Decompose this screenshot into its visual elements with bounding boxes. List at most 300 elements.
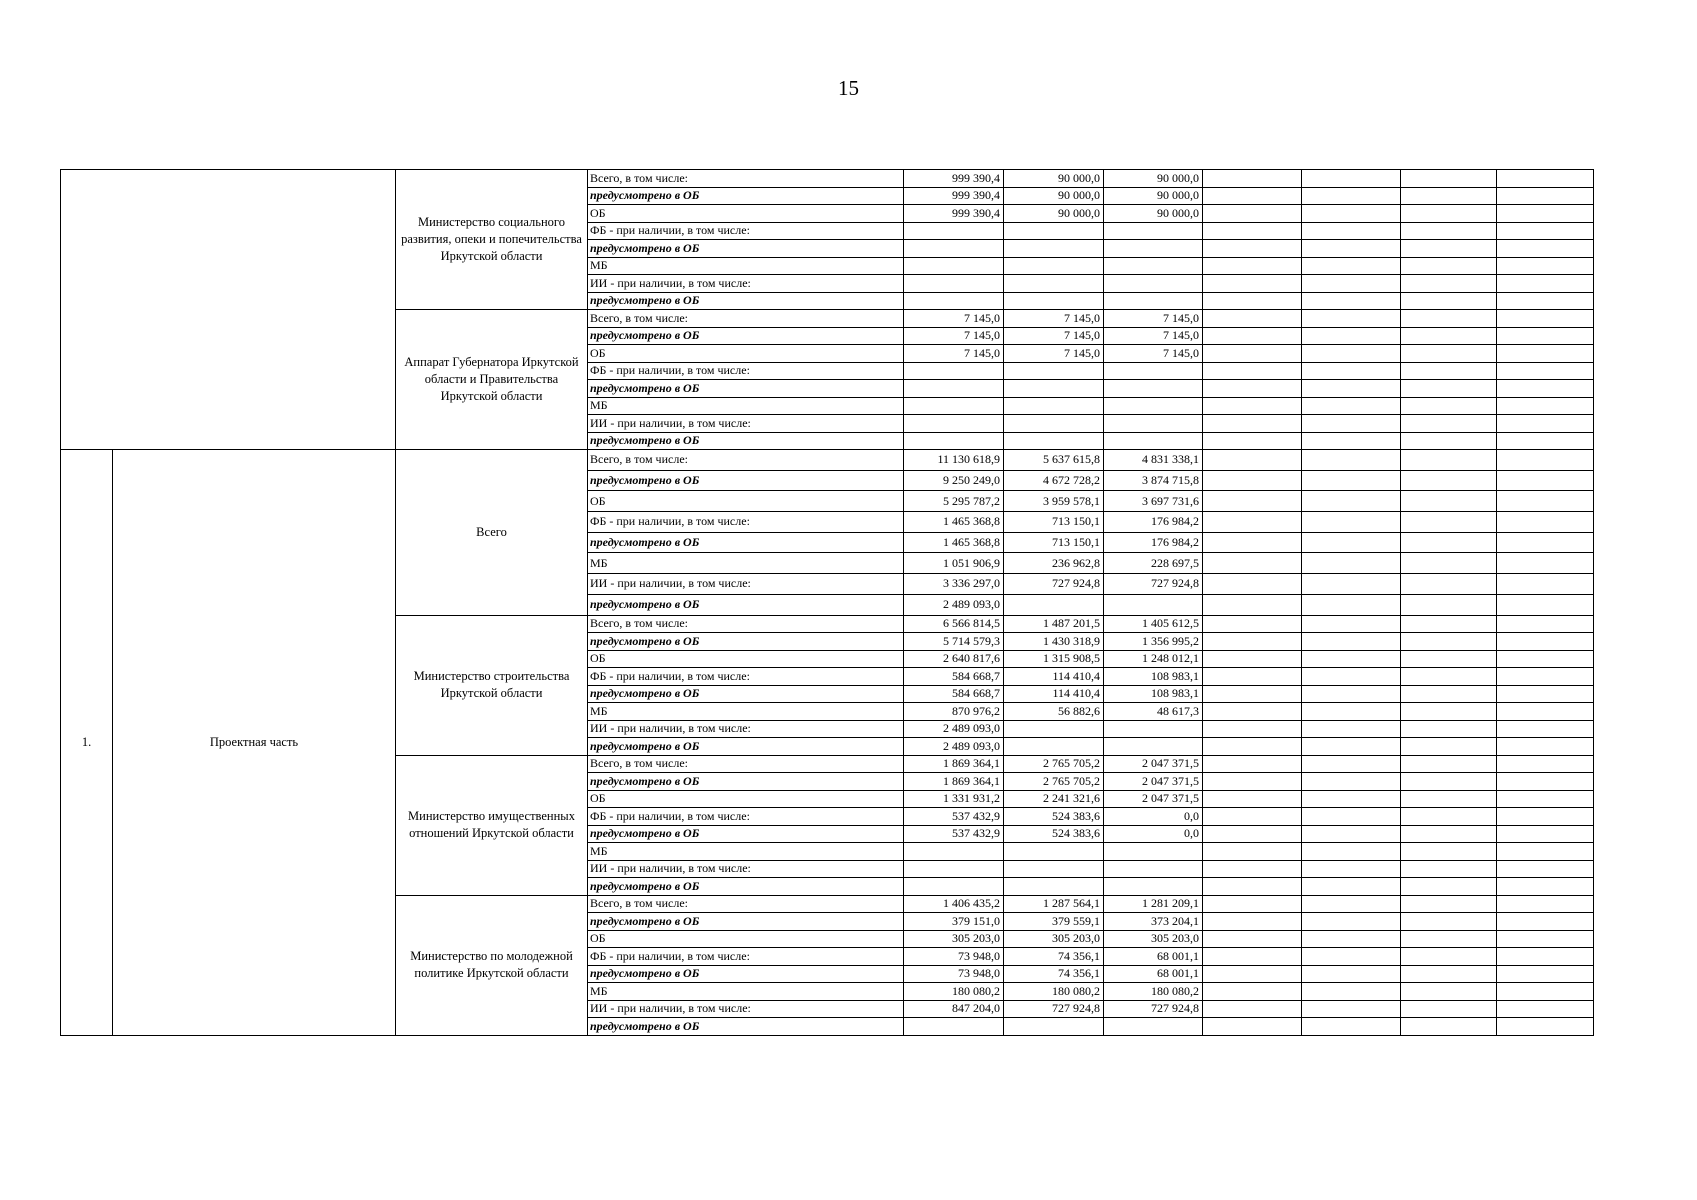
empty-cell bbox=[1302, 362, 1401, 380]
organization-name: Аппарат Губернатора Иркутской области и Правительства Иркутской области bbox=[396, 310, 588, 450]
amount-year-2: 74 356,1 bbox=[1004, 948, 1104, 966]
empty-cell bbox=[1401, 345, 1497, 363]
empty-cell bbox=[1497, 512, 1594, 533]
amount-year-2: 727 924,8 bbox=[1004, 1000, 1104, 1018]
empty-cell bbox=[1203, 240, 1302, 258]
funding-source-label: ОБ bbox=[588, 790, 904, 808]
amount-year-3: 727 924,8 bbox=[1104, 1000, 1203, 1018]
funding-source-label: предусмотрено в ОБ bbox=[588, 825, 904, 843]
amount-year-1: 847 204,0 bbox=[904, 1000, 1004, 1018]
empty-cell bbox=[1302, 327, 1401, 345]
empty-cell bbox=[1401, 948, 1497, 966]
funding-source-label: ФБ - при наличии, в том числе: bbox=[588, 512, 904, 533]
empty-cell bbox=[1302, 1018, 1401, 1036]
funding-source-label: предусмотрено в ОБ bbox=[588, 913, 904, 931]
empty-cell bbox=[1302, 615, 1401, 633]
amount-year-3: 0,0 bbox=[1104, 825, 1203, 843]
amount-year-2: 114 410,4 bbox=[1004, 685, 1104, 703]
empty-cell bbox=[1401, 983, 1497, 1001]
amount-year-3 bbox=[1104, 275, 1203, 293]
amount-year-3: 1 405 612,5 bbox=[1104, 615, 1203, 633]
funding-source-label: предусмотрено в ОБ bbox=[588, 432, 904, 450]
empty-cell bbox=[1497, 650, 1594, 668]
amount-year-1: 870 976,2 bbox=[904, 703, 1004, 721]
empty-cell bbox=[1203, 553, 1302, 574]
funding-source-label: Всего, в том числе: bbox=[588, 170, 904, 188]
amount-year-3: 2 047 371,5 bbox=[1104, 773, 1203, 791]
amount-year-3 bbox=[1104, 1018, 1203, 1036]
empty-cell bbox=[1497, 930, 1594, 948]
amount-year-1 bbox=[904, 292, 1004, 310]
amount-year-2 bbox=[1004, 878, 1104, 896]
funding-source-label: предусмотрено в ОБ bbox=[588, 187, 904, 205]
empty-cell bbox=[1401, 257, 1497, 275]
empty-cell bbox=[1302, 553, 1401, 574]
amount-year-3 bbox=[1104, 240, 1203, 258]
empty-cell bbox=[1203, 668, 1302, 686]
empty-cell bbox=[1203, 825, 1302, 843]
empty-cell bbox=[1203, 703, 1302, 721]
empty-cell bbox=[1401, 380, 1497, 398]
empty-cell bbox=[1497, 738, 1594, 756]
funding-source-label: ФБ - при наличии, в том числе: bbox=[588, 808, 904, 826]
amount-year-2: 379 559,1 bbox=[1004, 913, 1104, 931]
empty-cell bbox=[1497, 450, 1594, 471]
amount-year-1 bbox=[904, 222, 1004, 240]
funding-source-label: ИИ - при наличии, в том числе: bbox=[588, 415, 904, 433]
empty-cell bbox=[1497, 222, 1594, 240]
empty-cell bbox=[1203, 895, 1302, 913]
empty-cell bbox=[1401, 633, 1497, 651]
amount-year-2: 90 000,0 bbox=[1004, 187, 1104, 205]
empty-cell bbox=[1401, 773, 1497, 791]
empty-cell bbox=[1497, 345, 1594, 363]
amount-year-3: 228 697,5 bbox=[1104, 553, 1203, 574]
amount-year-2: 180 080,2 bbox=[1004, 983, 1104, 1001]
empty-cell bbox=[1497, 615, 1594, 633]
amount-year-1 bbox=[904, 1018, 1004, 1036]
amount-year-2 bbox=[1004, 292, 1104, 310]
empty-cell bbox=[1203, 292, 1302, 310]
amount-year-1 bbox=[904, 362, 1004, 380]
empty-cell bbox=[1401, 720, 1497, 738]
empty-cell bbox=[1203, 633, 1302, 651]
empty-cell bbox=[1497, 1000, 1594, 1018]
amount-year-3 bbox=[1104, 860, 1203, 878]
amount-year-3: 7 145,0 bbox=[1104, 345, 1203, 363]
empty-cell bbox=[1401, 913, 1497, 931]
empty-cell bbox=[1302, 292, 1401, 310]
empty-cell bbox=[1497, 594, 1594, 615]
empty-cell bbox=[1302, 790, 1401, 808]
budget-table-body bbox=[61, 170, 1594, 1036]
empty-cell bbox=[1203, 327, 1302, 345]
amount-year-3 bbox=[1104, 292, 1203, 310]
funding-source-label: ОБ bbox=[588, 650, 904, 668]
organization-name: Министерство социального развития, опеки и попечительства Иркутской области bbox=[396, 170, 588, 310]
empty-cell bbox=[1497, 310, 1594, 328]
empty-cell bbox=[1302, 825, 1401, 843]
amount-year-1: 73 948,0 bbox=[904, 965, 1004, 983]
empty-cell bbox=[1203, 930, 1302, 948]
amount-year-3: 48 617,3 bbox=[1104, 703, 1203, 721]
empty-cell bbox=[1401, 703, 1497, 721]
funding-source-label: предусмотрено в ОБ bbox=[588, 1018, 904, 1036]
empty-cell bbox=[1302, 257, 1401, 275]
amount-year-2 bbox=[1004, 222, 1104, 240]
empty-cell bbox=[1302, 983, 1401, 1001]
empty-cell bbox=[1302, 345, 1401, 363]
empty-cell bbox=[1497, 257, 1594, 275]
empty-cell bbox=[1401, 512, 1497, 533]
amount-year-1: 305 203,0 bbox=[904, 930, 1004, 948]
amount-year-2: 74 356,1 bbox=[1004, 965, 1104, 983]
empty-cell bbox=[1302, 205, 1401, 223]
empty-cell bbox=[1203, 491, 1302, 512]
amount-year-3: 1 281 209,1 bbox=[1104, 895, 1203, 913]
funding-source-label: ИИ - при наличии, в том числе: bbox=[588, 860, 904, 878]
amount-year-2: 7 145,0 bbox=[1004, 327, 1104, 345]
empty-cell bbox=[1497, 275, 1594, 293]
amount-year-1: 1 331 931,2 bbox=[904, 790, 1004, 808]
empty-cell bbox=[1401, 432, 1497, 450]
empty-cell bbox=[1203, 983, 1302, 1001]
amount-year-3 bbox=[1104, 878, 1203, 896]
funding-source-label: предусмотрено в ОБ bbox=[588, 633, 904, 651]
amount-year-1: 9 250 249,0 bbox=[904, 470, 1004, 491]
empty-cell bbox=[1302, 965, 1401, 983]
amount-year-3: 180 080,2 bbox=[1104, 983, 1203, 1001]
section-title: Проектная часть bbox=[113, 450, 396, 1036]
amount-year-2: 1 287 564,1 bbox=[1004, 895, 1104, 913]
empty-cell bbox=[1401, 397, 1497, 415]
empty-cell bbox=[1203, 790, 1302, 808]
empty-cell bbox=[1302, 895, 1401, 913]
empty-cell bbox=[1497, 397, 1594, 415]
empty-cell bbox=[1401, 755, 1497, 773]
empty-cell bbox=[1302, 930, 1401, 948]
amount-year-3 bbox=[1104, 432, 1203, 450]
funding-source-label: предусмотрено в ОБ bbox=[588, 594, 904, 615]
amount-year-2 bbox=[1004, 257, 1104, 275]
empty-cell bbox=[1302, 633, 1401, 651]
empty-cell bbox=[1401, 930, 1497, 948]
amount-year-3: 176 984,2 bbox=[1104, 532, 1203, 553]
empty-cell bbox=[1203, 685, 1302, 703]
amount-year-2: 2 765 705,2 bbox=[1004, 773, 1104, 791]
empty-cell bbox=[1497, 292, 1594, 310]
page-number: 15 bbox=[838, 76, 859, 100]
empty-cell bbox=[1497, 491, 1594, 512]
funding-source-label: Всего, в том числе: bbox=[588, 615, 904, 633]
funding-source-label: МБ bbox=[588, 843, 904, 861]
funding-source-label: предусмотрено в ОБ bbox=[588, 773, 904, 791]
empty-cell bbox=[1302, 1000, 1401, 1018]
organization-name: Министерство по молодежной политике Иркутской области bbox=[396, 895, 588, 1035]
amount-year-1: 2 640 817,6 bbox=[904, 650, 1004, 668]
empty-cell bbox=[1302, 470, 1401, 491]
amount-year-1: 1 869 364,1 bbox=[904, 755, 1004, 773]
empty-header-cell bbox=[61, 170, 396, 450]
amount-year-2: 305 203,0 bbox=[1004, 930, 1104, 948]
amount-year-2: 1 430 318,9 bbox=[1004, 633, 1104, 651]
amount-year-1: 5 714 579,3 bbox=[904, 633, 1004, 651]
empty-cell bbox=[1497, 790, 1594, 808]
empty-cell bbox=[1497, 633, 1594, 651]
empty-cell bbox=[1497, 415, 1594, 433]
amount-year-2 bbox=[1004, 415, 1104, 433]
empty-cell bbox=[1302, 170, 1401, 188]
empty-cell bbox=[1203, 615, 1302, 633]
amount-year-2: 524 383,6 bbox=[1004, 808, 1104, 826]
empty-cell bbox=[1401, 292, 1497, 310]
empty-cell bbox=[1401, 275, 1497, 293]
amount-year-1: 537 432,9 bbox=[904, 808, 1004, 826]
amount-year-1 bbox=[904, 432, 1004, 450]
amount-year-2 bbox=[1004, 397, 1104, 415]
empty-cell bbox=[1497, 808, 1594, 826]
amount-year-3: 1 356 995,2 bbox=[1104, 633, 1203, 651]
empty-cell bbox=[1401, 650, 1497, 668]
amount-year-3 bbox=[1104, 720, 1203, 738]
funding-source-label: ОБ bbox=[588, 345, 904, 363]
empty-cell bbox=[1401, 808, 1497, 826]
empty-cell bbox=[1203, 450, 1302, 471]
empty-cell bbox=[1401, 685, 1497, 703]
amount-year-1 bbox=[904, 275, 1004, 293]
funding-source-label: предусмотрено в ОБ bbox=[588, 470, 904, 491]
empty-cell bbox=[1203, 808, 1302, 826]
amount-year-1 bbox=[904, 257, 1004, 275]
empty-cell bbox=[1401, 470, 1497, 491]
funding-source-label: предусмотрено в ОБ bbox=[588, 380, 904, 398]
amount-year-3: 90 000,0 bbox=[1104, 170, 1203, 188]
amount-year-1 bbox=[904, 397, 1004, 415]
empty-cell bbox=[1401, 1018, 1497, 1036]
empty-cell bbox=[1401, 310, 1497, 328]
funding-source-label: предусмотрено в ОБ bbox=[588, 965, 904, 983]
empty-cell bbox=[1203, 574, 1302, 595]
amount-year-2: 1 487 201,5 bbox=[1004, 615, 1104, 633]
empty-cell bbox=[1401, 843, 1497, 861]
empty-cell bbox=[1203, 594, 1302, 615]
empty-cell bbox=[1302, 650, 1401, 668]
section-number: 1. bbox=[61, 450, 113, 1036]
empty-cell bbox=[1302, 491, 1401, 512]
empty-cell bbox=[1203, 773, 1302, 791]
amount-year-2 bbox=[1004, 432, 1104, 450]
empty-cell bbox=[1401, 594, 1497, 615]
empty-cell bbox=[1302, 878, 1401, 896]
funding-source-label: ФБ - при наличии, в том числе: bbox=[588, 222, 904, 240]
empty-cell bbox=[1203, 415, 1302, 433]
empty-cell bbox=[1401, 222, 1497, 240]
amount-year-2: 90 000,0 bbox=[1004, 170, 1104, 188]
amount-year-2: 2 765 705,2 bbox=[1004, 755, 1104, 773]
empty-cell bbox=[1401, 574, 1497, 595]
amount-year-3: 373 204,1 bbox=[1104, 913, 1203, 931]
empty-cell bbox=[1302, 415, 1401, 433]
empty-cell bbox=[1401, 738, 1497, 756]
empty-cell bbox=[1401, 415, 1497, 433]
amount-year-3: 176 984,2 bbox=[1104, 512, 1203, 533]
organization-name: Министерство строительства Иркутской области bbox=[396, 615, 588, 755]
amount-year-3: 727 924,8 bbox=[1104, 574, 1203, 595]
empty-cell bbox=[1203, 222, 1302, 240]
empty-cell bbox=[1203, 860, 1302, 878]
amount-year-3 bbox=[1104, 257, 1203, 275]
amount-year-1: 5 295 787,2 bbox=[904, 491, 1004, 512]
empty-cell bbox=[1203, 1000, 1302, 1018]
amount-year-1 bbox=[904, 380, 1004, 398]
amount-year-3 bbox=[1104, 738, 1203, 756]
amount-year-2: 114 410,4 bbox=[1004, 668, 1104, 686]
amount-year-3: 90 000,0 bbox=[1104, 205, 1203, 223]
empty-cell bbox=[1497, 327, 1594, 345]
funding-source-label: МБ bbox=[588, 983, 904, 1001]
funding-source-label: предусмотрено в ОБ bbox=[588, 327, 904, 345]
organization-name: Всего bbox=[396, 450, 588, 616]
amount-year-3: 68 001,1 bbox=[1104, 965, 1203, 983]
empty-cell bbox=[1302, 222, 1401, 240]
amount-year-1: 379 151,0 bbox=[904, 913, 1004, 931]
empty-cell bbox=[1203, 345, 1302, 363]
empty-cell bbox=[1302, 948, 1401, 966]
empty-cell bbox=[1203, 512, 1302, 533]
funding-source-label: МБ bbox=[588, 553, 904, 574]
amount-year-2: 90 000,0 bbox=[1004, 205, 1104, 223]
empty-cell bbox=[1302, 532, 1401, 553]
amount-year-1: 999 390,4 bbox=[904, 187, 1004, 205]
amount-year-3: 108 983,1 bbox=[1104, 668, 1203, 686]
empty-cell bbox=[1401, 615, 1497, 633]
funding-source-label: ФБ - при наличии, в том числе: bbox=[588, 948, 904, 966]
empty-cell bbox=[1497, 895, 1594, 913]
amount-year-1: 7 145,0 bbox=[904, 327, 1004, 345]
amount-year-1: 7 145,0 bbox=[904, 345, 1004, 363]
funding-source-label: ИИ - при наличии, в том числе: bbox=[588, 720, 904, 738]
amount-year-2 bbox=[1004, 843, 1104, 861]
amount-year-1: 1 051 906,9 bbox=[904, 553, 1004, 574]
amount-year-2: 7 145,0 bbox=[1004, 310, 1104, 328]
empty-cell bbox=[1497, 860, 1594, 878]
empty-cell bbox=[1401, 532, 1497, 553]
empty-cell bbox=[1497, 948, 1594, 966]
funding-source-label: Всего, в том числе: bbox=[588, 450, 904, 471]
table-row bbox=[61, 450, 1594, 471]
empty-cell bbox=[1302, 187, 1401, 205]
amount-year-1: 6 566 814,5 bbox=[904, 615, 1004, 633]
empty-cell bbox=[1203, 948, 1302, 966]
amount-year-2 bbox=[1004, 1018, 1104, 1036]
empty-cell bbox=[1497, 532, 1594, 553]
empty-cell bbox=[1302, 860, 1401, 878]
funding-source-label: ИИ - при наличии, в том числе: bbox=[588, 1000, 904, 1018]
funding-source-label: Всего, в том числе: bbox=[588, 310, 904, 328]
amount-year-3: 7 145,0 bbox=[1104, 327, 1203, 345]
empty-cell bbox=[1401, 895, 1497, 913]
amount-year-1: 73 948,0 bbox=[904, 948, 1004, 966]
empty-cell bbox=[1497, 553, 1594, 574]
empty-cell bbox=[1497, 720, 1594, 738]
empty-cell bbox=[1302, 397, 1401, 415]
empty-cell bbox=[1302, 755, 1401, 773]
amount-year-2 bbox=[1004, 275, 1104, 293]
empty-cell bbox=[1497, 362, 1594, 380]
empty-cell bbox=[1203, 720, 1302, 738]
amount-year-2 bbox=[1004, 594, 1104, 615]
empty-cell bbox=[1203, 380, 1302, 398]
empty-cell bbox=[1497, 685, 1594, 703]
empty-cell bbox=[1302, 275, 1401, 293]
funding-source-label: ФБ - при наличии, в том числе: bbox=[588, 362, 904, 380]
empty-cell bbox=[1302, 432, 1401, 450]
amount-year-1: 2 489 093,0 bbox=[904, 594, 1004, 615]
funding-source-label: Всего, в том числе: bbox=[588, 895, 904, 913]
empty-cell bbox=[1302, 913, 1401, 931]
amount-year-3 bbox=[1104, 380, 1203, 398]
funding-source-label: ФБ - при наличии, в том числе: bbox=[588, 668, 904, 686]
empty-cell bbox=[1203, 257, 1302, 275]
empty-cell bbox=[1497, 170, 1594, 188]
funding-source-label: МБ bbox=[588, 257, 904, 275]
amount-year-2: 236 962,8 bbox=[1004, 553, 1104, 574]
amount-year-1: 1 406 435,2 bbox=[904, 895, 1004, 913]
funding-source-label: ОБ bbox=[588, 491, 904, 512]
funding-source-label: ОБ bbox=[588, 205, 904, 223]
amount-year-3 bbox=[1104, 594, 1203, 615]
empty-cell bbox=[1203, 432, 1302, 450]
amount-year-1: 11 130 618,9 bbox=[904, 450, 1004, 471]
amount-year-2: 727 924,8 bbox=[1004, 574, 1104, 595]
amount-year-1: 2 489 093,0 bbox=[904, 738, 1004, 756]
empty-cell bbox=[1302, 512, 1401, 533]
amount-year-3: 7 145,0 bbox=[1104, 310, 1203, 328]
amount-year-2: 5 637 615,8 bbox=[1004, 450, 1104, 471]
empty-cell bbox=[1302, 668, 1401, 686]
empty-cell bbox=[1497, 187, 1594, 205]
amount-year-3: 108 983,1 bbox=[1104, 685, 1203, 703]
amount-year-2: 56 882,6 bbox=[1004, 703, 1104, 721]
empty-cell bbox=[1302, 310, 1401, 328]
funding-source-label: предусмотрено в ОБ bbox=[588, 240, 904, 258]
empty-cell bbox=[1203, 738, 1302, 756]
empty-cell bbox=[1302, 738, 1401, 756]
amount-year-2 bbox=[1004, 362, 1104, 380]
amount-year-1: 584 668,7 bbox=[904, 685, 1004, 703]
empty-cell bbox=[1497, 965, 1594, 983]
empty-cell bbox=[1401, 450, 1497, 471]
amount-year-3 bbox=[1104, 415, 1203, 433]
funding-source-label: Всего, в том числе: bbox=[588, 755, 904, 773]
empty-cell bbox=[1497, 773, 1594, 791]
empty-cell bbox=[1401, 170, 1497, 188]
empty-cell bbox=[1401, 860, 1497, 878]
amount-year-2 bbox=[1004, 720, 1104, 738]
empty-cell bbox=[1203, 650, 1302, 668]
amount-year-1 bbox=[904, 415, 1004, 433]
amount-year-1: 180 080,2 bbox=[904, 983, 1004, 1001]
empty-cell bbox=[1401, 668, 1497, 686]
empty-cell bbox=[1401, 240, 1497, 258]
empty-cell bbox=[1302, 685, 1401, 703]
empty-cell bbox=[1497, 1018, 1594, 1036]
empty-cell bbox=[1302, 380, 1401, 398]
funding-source-label: предусмотрено в ОБ bbox=[588, 292, 904, 310]
empty-cell bbox=[1497, 843, 1594, 861]
empty-cell bbox=[1401, 362, 1497, 380]
empty-cell bbox=[1401, 965, 1497, 983]
